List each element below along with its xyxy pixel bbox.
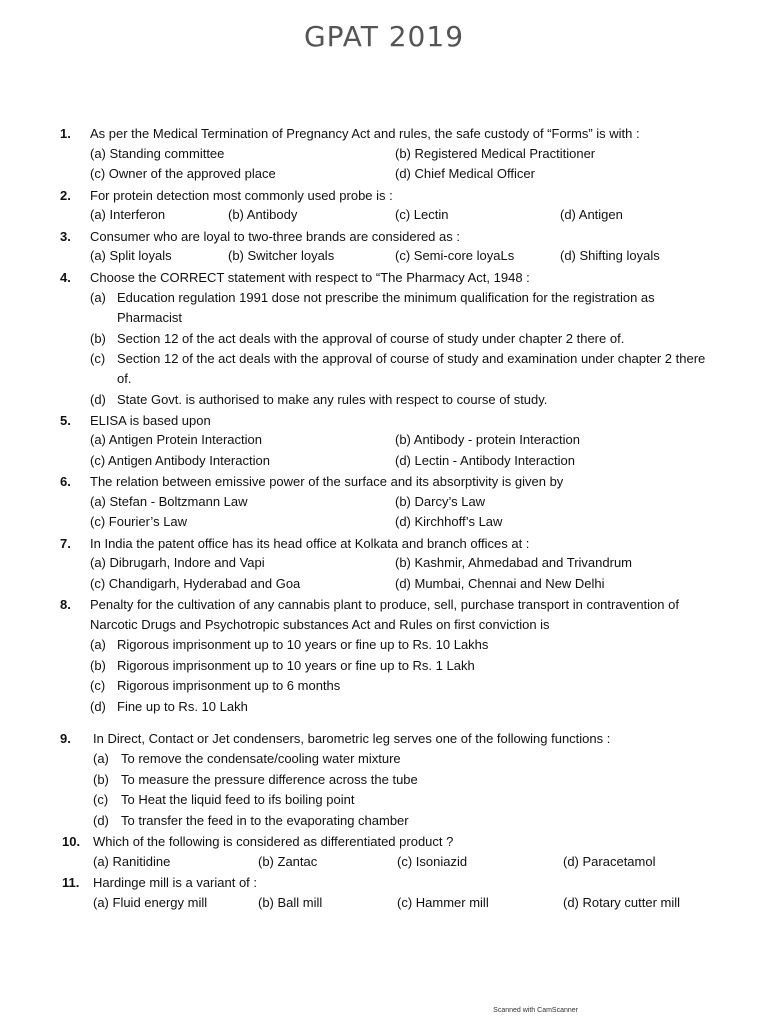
question-text: ELISA is based upon <box>90 413 211 428</box>
option: (a) Stefan - Boltzmann Law <box>90 494 248 509</box>
option-letter: (d) <box>90 392 106 407</box>
question-text: As per the Medical Termination of Pregnancy Act and rules, the safe custody of “Forms” is with : <box>90 126 640 141</box>
option-text: To remove the condensate/cooling water mixture <box>121 751 401 766</box>
option: (c) Semi-core loyaLs <box>395 248 515 263</box>
option: (d) Lectin - Antibody Interaction <box>395 453 575 468</box>
option-letter: (d) <box>90 699 106 714</box>
option: (b) Kashmir, Ahmedabad and Trivandrum <box>395 555 633 570</box>
question-number: 9. <box>60 731 71 746</box>
option-letter: (c) <box>90 678 106 693</box>
question-number: 3. <box>60 229 71 244</box>
option-text: Education regulation 1991 dose not prescribe the minimum qualification for the registration as Pharmacist <box>117 290 655 325</box>
question-number: 8. <box>60 597 71 612</box>
question-number: 10. <box>62 834 81 849</box>
option: (b) Registered Medical Practitioner <box>395 146 596 161</box>
option-letter: (b) <box>90 658 106 673</box>
option-text: To Heat the liquid feed to ifs boiling point <box>121 792 355 807</box>
question-number: 1. <box>60 126 71 141</box>
question-text: In India the patent office has its head office at Kolkata and branch offices at : <box>90 536 530 551</box>
question-number: 5. <box>60 413 71 428</box>
option: (c) Fourier’s Law <box>90 514 188 529</box>
option-text: To transfer the feed in to the evaporating chamber <box>121 813 409 828</box>
option-text: Rigorous imprisonment up to 6 months <box>117 678 341 693</box>
option: (d) Antigen <box>560 207 623 222</box>
option-letter: (c) <box>90 351 106 366</box>
option: (b) Antibody - protein Interaction <box>395 432 580 447</box>
question-text: Choose the CORRECT statement with respect to “The Pharmacy Act, 1948 : <box>90 270 530 285</box>
option-text: State Govt. is authorised to make any rules with respect to course of study. <box>117 392 548 407</box>
option: (c) Hammer mill <box>397 895 489 910</box>
question-number: 7. <box>60 536 71 551</box>
option: (d) Chief Medical Officer <box>395 166 535 181</box>
question-number: 4. <box>60 270 71 285</box>
option-letter: (a) <box>90 637 106 652</box>
option-text: Fine up to Rs. 10 Lakh <box>117 699 248 714</box>
option-text: Section 12 of the act deals with the approval of course of study and examination under chapter 2 there of. <box>117 351 706 386</box>
option-letter: (d) <box>93 813 109 828</box>
option: (d) Kirchhoff’s Law <box>395 514 503 529</box>
question-text: Hardinge mill is a variant of : <box>93 875 258 890</box>
option: (b) Ball mill <box>258 895 323 910</box>
option: (d) Rotary cutter mill <box>563 895 681 910</box>
option-text: To measure the pressure difference across the tube <box>121 772 418 787</box>
option: (b) Zantac <box>258 854 318 869</box>
question-number: 2. <box>60 188 71 203</box>
option: (c) Isoniazid <box>397 854 468 869</box>
option: (c) Chandigarh, Hyderabad and Goa <box>90 576 301 591</box>
question-text: The relation between emissive power of the surface and its absorptivity is given by <box>90 474 564 489</box>
option-letter: (a) <box>93 751 109 766</box>
option-letter: (b) <box>93 772 109 787</box>
question-text: In Direct, Contact or Jet condensers, barometric leg serves one of the following functions : <box>93 731 611 746</box>
option: (d) Paracetamol <box>563 854 656 869</box>
question-text: For protein detection most commonly used probe is : <box>90 188 393 203</box>
option: (d) Mumbai, Chennai and New Delhi <box>395 576 605 591</box>
option-text: Rigorous imprisonment up to 10 years or fine up to Rs. 1 Lakh <box>117 658 475 673</box>
option: (a) Ranitidine <box>93 854 171 869</box>
option: (b) Switcher loyals <box>228 248 335 263</box>
option-text: Section 12 of the act deals with the approval of course of study under chapter 2 there of. <box>117 331 625 346</box>
option-letter: (c) <box>93 792 109 807</box>
option: (a) Antigen Protein Interaction <box>90 432 262 447</box>
scanner-watermark: Scanned with CamScanner <box>493 1007 578 1014</box>
option: (b) Darcy’s Law <box>395 494 486 509</box>
option: (a) Standing committee <box>90 146 225 161</box>
option: (d) Shifting loyals <box>560 248 660 263</box>
question-text: Consumer who are loyal to two-three brands are considered as : <box>90 229 460 244</box>
option: (b) Antibody <box>228 207 298 222</box>
question-text: Penalty for the cultivation of any cannabis plant to produce, sell, purchase transport in contravention of Narcotic Drugs and Psychotropic substances Act and Rules on first conviction is <box>90 597 679 632</box>
option: (c) Antigen Antibody Interaction <box>90 453 270 468</box>
option-letter: (b) <box>90 331 106 346</box>
option: (c) Lectin <box>395 207 449 222</box>
page-title: GPAT 2019 <box>303 20 465 53</box>
question-number: 11. <box>62 875 80 890</box>
option-letter: (a) <box>90 290 106 305</box>
question-number: 6. <box>60 474 71 489</box>
option: (c) Owner of the approved place <box>90 166 276 181</box>
question-text: Which of the following is considered as differentiated product ? <box>93 834 454 849</box>
option-text: Rigorous imprisonment up to 10 years or fine up to Rs. 10 Lakhs <box>117 637 489 652</box>
option: (a) Interferon <box>90 207 166 222</box>
option: (a) Fluid energy mill <box>93 895 208 910</box>
option: (a) Dibrugarh, Indore and Vapi <box>90 555 265 570</box>
option: (a) Split loyals <box>90 248 172 263</box>
